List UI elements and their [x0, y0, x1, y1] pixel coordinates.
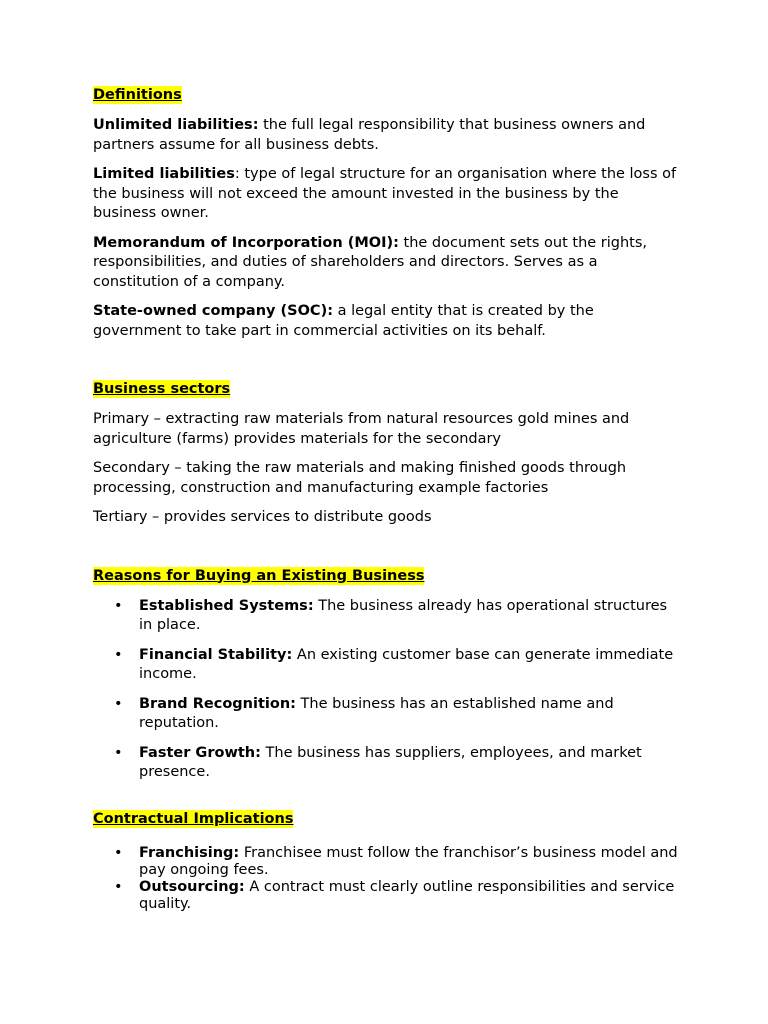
- definitions-heading-row: [93, 86, 683, 105]
- reasons-list: [93, 597, 683, 783]
- contract-term: Franchising:: [139, 844, 240, 861]
- bullet-icon: •: [114, 695, 123, 712]
- reason-text: The business has suppliers, employees, and market presence.: [139, 744, 642, 780]
- list-item: [93, 695, 683, 734]
- list-item: [93, 744, 683, 783]
- bullet-icon: •: [114, 744, 123, 761]
- definition-term: State-owned company (SOC):: [93, 303, 334, 319]
- sector-tertiary: Tertiary – provides services to distribute goods: [93, 509, 432, 525]
- reason-term: Financial Stability:: [139, 646, 293, 663]
- definition-text: a legal entity that is created by the government to take part in commercial activities on its behalf.: [93, 303, 594, 339]
- bullet-icon: •: [114, 646, 123, 663]
- definition-moi: [93, 234, 683, 293]
- definition-term: Unlimited liabilities:: [93, 117, 259, 133]
- reason-text: An existing customer base can generate immediate income.: [139, 646, 674, 682]
- list-item: [93, 597, 683, 636]
- list-item: [93, 646, 683, 685]
- sectors-heading-row: [93, 380, 683, 399]
- reason-text: The business already has operational structures in place.: [139, 597, 668, 633]
- reason-text: The business has an established name and reputation.: [139, 695, 614, 731]
- definition-limited-liabilities: [93, 165, 683, 224]
- list-item: [93, 845, 683, 879]
- reasons-heading-row: [93, 567, 683, 586]
- definition-text: the full legal responsibility that business owners and partners assume for all business debts.: [93, 117, 646, 153]
- bullet-icon: •: [114, 597, 123, 614]
- contractual-heading: Contractual Implications: [93, 810, 294, 827]
- bullet-icon: •: [114, 878, 123, 895]
- sector-primary: Primary – extracting raw materials from natural resources gold mines and agriculture (farms) provides materials for the secondary: [93, 411, 630, 447]
- definition-text: the document sets out the rights, responsibilities, and duties of shareholders and directors. Serves as a constitution of a company.: [93, 234, 648, 290]
- list-item: [93, 879, 683, 913]
- definition-text: : type of legal structure for an organisation where the loss of the business will not exceed the amount invested in the business by the business owner.: [93, 166, 677, 221]
- contract-text: A contract must clearly outline responsibilities and service quality.: [139, 878, 675, 912]
- definition-soc: [93, 302, 683, 341]
- reason-term: Faster Growth:: [139, 744, 261, 761]
- reasons-heading: Reasons for Buying an Existing Business: [93, 567, 425, 584]
- definition-term: Memorandum of Incorporation (MOI):: [93, 234, 399, 251]
- sectors-heading: Business sectors: [93, 381, 231, 397]
- bullet-icon: •: [114, 844, 123, 861]
- contractual-list: [93, 845, 683, 913]
- contract-term: Outsourcing:: [139, 878, 245, 895]
- reason-term: Brand Recognition:: [139, 695, 296, 712]
- reason-term: Established Systems:: [139, 597, 314, 614]
- definitions-heading: Definitions: [93, 87, 182, 103]
- contract-text: Franchisee must follow the franchisor’s business model and pay ongoing fees.: [139, 844, 678, 878]
- definition-term: Limited liabilities: [93, 166, 235, 182]
- definition-unlimited-liabilities: [93, 116, 683, 155]
- sector-secondary: Secondary – taking the raw materials and making finished goods through processing, construction and manufacturing example factories: [93, 460, 627, 496]
- document-content: [93, 86, 683, 913]
- contractual-heading-row: [93, 810, 683, 829]
